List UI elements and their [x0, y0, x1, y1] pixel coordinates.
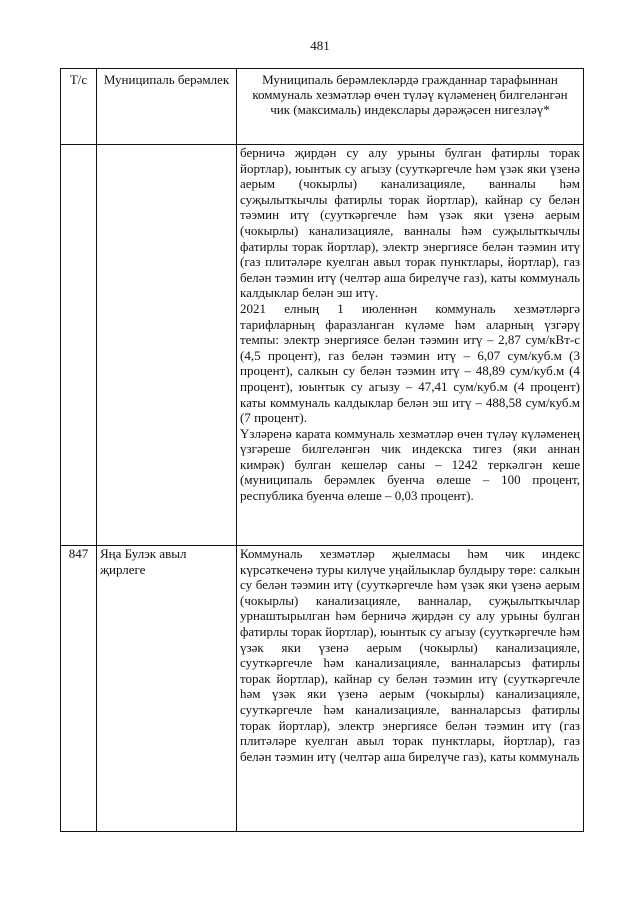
header-municipality: Муниципаль берәмлек: [97, 69, 237, 145]
row-municipality: [97, 145, 237, 546]
description-paragraph: берничә җирдән су алу урыны булган фатирлы торак йортлар), юынтык су агызу (сууткәргечле һәм үзәк яки үзенә аерым (чокырлы) канализацияле, ванналы һәм суҗылыткычлы фатирлы торак йортлар), кайнар су белән тәэмин итү (сууткәргечле һәм үзәк яки үзенә аерым (чокырлы) канализацияле, ванналы һәм суҗылыткычлы фатирлы торак йортлар), электр энергиясе белән тәэмин итү (газ плитәләре куелган авыл торак пунктлары, йортлар), газ белән тәэмин итү (челтәр аша бирелүче газ), каты коммуналь калдыклар белән эш итү.: [240, 145, 580, 301]
row-description: [237, 546, 584, 832]
row-description: [237, 145, 584, 546]
header-number: Т/с: [61, 69, 97, 145]
table-header-row: [61, 69, 584, 145]
description-paragraph: Үзләренә карата коммуналь хезмәтләр өчен түләү күләменең үзгәреше билгеләнгән чик индекска тигез (яки аннан кимрәк) булган кешеләр саны – 1242 теркәлгән кеше (муниципаль берәмлек буенча өлеше – 100 процент, республика буенча өлеше – 0,03 процент).: [240, 425, 580, 504]
header-justification: Муниципаль берәмлекләрдә гражданнар тарафыннан коммуналь хезмәтләр өчен түләү күләменең билгеләнгән чик (максималь) индекслары дәрәҗәсен нигезләү*: [237, 69, 584, 145]
table-row: [61, 145, 584, 546]
row-number: 847: [61, 546, 97, 832]
table-row: [61, 546, 584, 832]
description-paragraph: Коммуналь хезмәтләр җыелмасы һәм чик индекс күрсәткеченә туры килүче уңайлыклар булдыру төре: салкын су белән тәэмин итү (сууткәргечле һәм үзәк яки үзенә аерым (чокырлы) канализацияле, ванналар, суҗылыткычлар урнаштырылган һәм берничә җирдән су алу урыны булган фатирлы торак йортлар), юынтык су агызу (сууткәргечле һәм үзәк яки үзенә аерым (чокырлы) канализацияле, сууткәргечле һәм канализацияле, ванналарсыз фатирлы торак йортлар), кайнар су белән тәэмин итү (сууткәргечле һәм үзәк яки үзенә аерым (чокырлы) канализацияле, сууткәргечле һәм канализацияле, ванналарсыз фатирлы торак йортлар), электр энергиясе белән тәэмин итү (газ плитәләре куелган авыл торак пунктлары, йортлар), газ белән тәэмин итү (челтәр аша бирелүче газ), каты коммуналь: [240, 546, 580, 764]
page-number: 481: [310, 38, 330, 53]
description-paragraph: 2021 елның 1 июленнән коммуналь хезмәтләргә тарифларның фаразланган күләме һәм аларның үзгәрү темпы: электр энергиясе белән тәэмин итү – 2,87 сум/кВт-с (4,5 процент), газ белән тәэмин итү – 6,07 сум/куб.м (3 процент), салкын су белән тәэмин итү – 48,89 сум/куб.м (4 процент), юынтык су агызу – 47,41 сум/куб.м (4 процент) каты коммуналь калдыклар белән эш итү – 488,58 сум/куб.м (7 процент).: [240, 300, 580, 426]
row-number: [61, 145, 97, 546]
row-municipality: Яңа Булэк авыл җирлеге: [97, 546, 237, 832]
index-table: [60, 68, 584, 832]
